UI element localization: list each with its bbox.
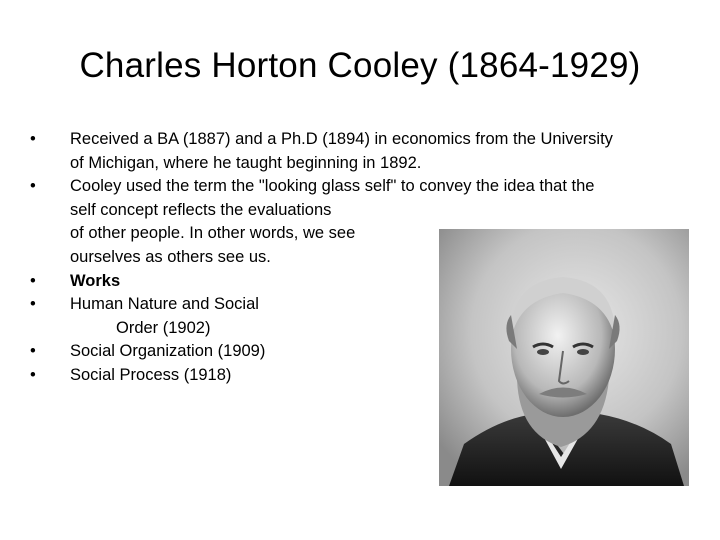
bullet-marker: • — [30, 365, 36, 384]
bullet-text-line: Order (1902) — [116, 318, 211, 337]
bullet-text-line: of other people. In other words, we see — [70, 224, 356, 243]
slide-title: Charles Horton Cooley (1864-1929) — [79, 46, 641, 85]
bullet-text-line: ourselves as others see us. — [70, 247, 271, 266]
portrait-illustration — [439, 229, 689, 486]
bullet-text-line: self concept reflects the evaluations — [70, 200, 332, 219]
bullet-marker: • — [30, 130, 36, 148]
bullet-text-line: Received a BA (1887) and a Ph.D (1894) in economics from the University — [70, 130, 613, 148]
bullet-text-line: Human Nature and Social — [70, 295, 259, 314]
bullet-text-line: Social Process (1918) — [70, 365, 232, 384]
bullet-marker: • — [30, 342, 36, 361]
bullet-marker: • — [30, 295, 36, 314]
portrait-photo-icon — [439, 229, 689, 486]
bullet-marker: • — [30, 177, 36, 196]
bullet-item — [30, 128, 680, 175]
bullet-text-line: Social Organization (1909) — [70, 342, 266, 361]
works-heading: Works — [70, 271, 121, 290]
bullet-text-line: of Michigan, where he taught beginning in 1892. — [70, 153, 422, 172]
bullet-text-line: Cooley used the term the "looking glass self" to convey the idea that the — [70, 177, 595, 196]
bullet-marker: • — [30, 271, 36, 290]
